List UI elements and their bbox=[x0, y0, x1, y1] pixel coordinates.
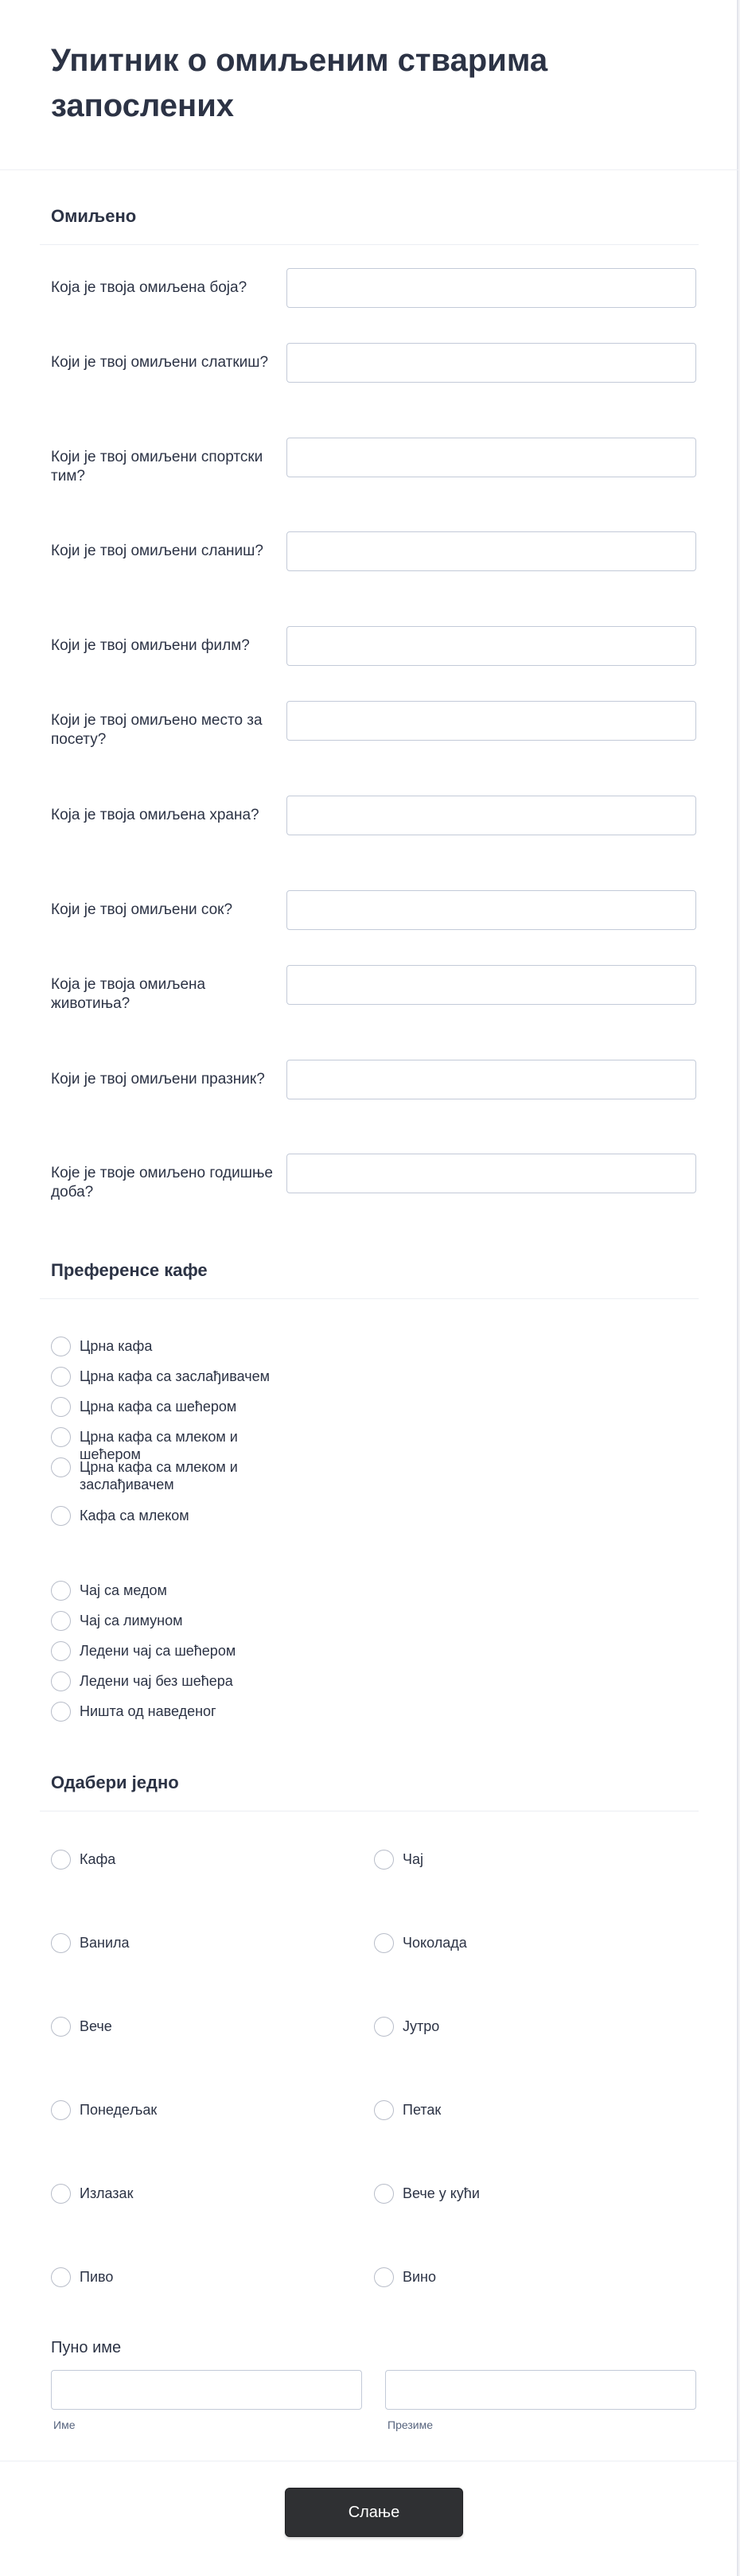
coffee-option[interactable] bbox=[51, 1507, 189, 1526]
question-label: Који је твој омиљени сланиш? bbox=[51, 543, 263, 559]
favorite-food-input[interactable] bbox=[286, 796, 696, 835]
coffee-heading: Преференсе кафе bbox=[51, 1260, 208, 1280]
option-label: Ледени чај без шећера bbox=[80, 1673, 233, 1689]
option-label: Чај са лимуном bbox=[80, 1613, 183, 1628]
coffee-option[interactable] bbox=[51, 1702, 216, 1722]
option-label: Ништа од наведеног bbox=[80, 1703, 216, 1719]
full-name-label: Пуно име bbox=[51, 2339, 122, 2356]
option-label: Ванила bbox=[80, 1935, 130, 1951]
radio-circle[interactable] bbox=[51, 1641, 71, 1661]
favorite-sports-team-input[interactable] bbox=[286, 438, 696, 477]
option-label: Црна кафа са млеком и шећером bbox=[80, 1429, 238, 1462]
question-label: Који је твој омиљени сок? bbox=[51, 901, 233, 918]
option-label: Црна кафа са заслађивачем bbox=[80, 1368, 270, 1384]
choose-one-heading: Одабери једно bbox=[51, 1772, 179, 1792]
radio-circle[interactable] bbox=[374, 2267, 394, 2287]
option-label: Ледени чај са шећером bbox=[80, 1643, 236, 1659]
radio-circle[interactable] bbox=[51, 1611, 71, 1631]
favorite-juice-input[interactable] bbox=[286, 890, 696, 930]
radio-circle[interactable] bbox=[51, 1933, 71, 1953]
radio-circle[interactable] bbox=[51, 1581, 71, 1601]
option-label: Црна кафа са млеком и заслађивачем bbox=[80, 1459, 238, 1492]
favorites-heading: Омиљено bbox=[51, 206, 137, 226]
choose-option[interactable] bbox=[374, 1934, 467, 1953]
question-label: Која је твоја омиљена храна? bbox=[51, 807, 259, 823]
coffee-option[interactable] bbox=[51, 1368, 270, 1387]
radio-circle[interactable] bbox=[51, 1702, 71, 1722]
option-label: Кафа са млеком bbox=[80, 1508, 189, 1523]
question-label: Који је твој омиљени празник? bbox=[51, 1071, 265, 1088]
radio-circle[interactable] bbox=[374, 1850, 394, 1870]
radio-circle[interactable] bbox=[51, 1850, 71, 1870]
choose-option[interactable] bbox=[374, 1850, 423, 1870]
coffee-option[interactable] bbox=[51, 1582, 167, 1601]
option-label: Вино bbox=[403, 2269, 437, 2285]
option-label: Вече bbox=[80, 2018, 112, 2034]
coffee-option[interactable] bbox=[51, 1398, 236, 1417]
option-label: Понедељак bbox=[80, 2102, 158, 2118]
favorite-place-input[interactable] bbox=[286, 701, 696, 741]
radio-circle[interactable] bbox=[51, 2267, 71, 2287]
option-label: Петак bbox=[403, 2102, 442, 2118]
choose-option[interactable] bbox=[374, 2185, 480, 2204]
radio-circle[interactable] bbox=[51, 1337, 71, 1356]
option-label: Чај bbox=[403, 1851, 424, 1867]
coffee-divider bbox=[40, 1298, 699, 1299]
favorite-season-input[interactable] bbox=[286, 1154, 696, 1193]
radio-circle[interactable] bbox=[51, 2184, 71, 2204]
first-name-sublabel: Име bbox=[53, 2418, 76, 2431]
coffee-option[interactable] bbox=[51, 1612, 182, 1631]
radio-circle[interactable] bbox=[51, 1457, 71, 1477]
radio-circle[interactable] bbox=[51, 1367, 71, 1387]
favorite-movie-input[interactable] bbox=[286, 626, 696, 666]
question-label: Које је твоје омиљено годишње доба? bbox=[51, 1165, 273, 1200]
radio-circle[interactable] bbox=[51, 1427, 71, 1447]
last-name-sublabel: Презиме bbox=[388, 2418, 433, 2431]
coffee-option[interactable] bbox=[51, 1672, 233, 1691]
favorite-sweet-input[interactable] bbox=[286, 343, 696, 383]
choose-option[interactable] bbox=[51, 1934, 130, 1953]
favorite-snack-input[interactable] bbox=[286, 531, 696, 571]
favorite-color-input[interactable] bbox=[286, 268, 696, 308]
last-name-input[interactable] bbox=[385, 2370, 696, 2410]
favorite-animal-input[interactable] bbox=[286, 965, 696, 1005]
question-label: Који је твој омиљено место за посету? bbox=[51, 712, 263, 748]
choose-option[interactable] bbox=[51, 1850, 115, 1870]
radio-circle[interactable] bbox=[374, 2184, 394, 2204]
option-label: Кафа bbox=[80, 1851, 116, 1867]
coffee-option[interactable] bbox=[51, 1642, 236, 1661]
option-label: Црна кафа са шећером bbox=[80, 1399, 237, 1414]
first-name-input[interactable] bbox=[51, 2370, 362, 2410]
option-label: Чај са медом bbox=[80, 1582, 167, 1598]
coffee-option[interactable] bbox=[51, 1337, 152, 1356]
option-label: Црна кафа bbox=[80, 1338, 153, 1354]
coffee-option[interactable] bbox=[51, 1458, 259, 1493]
option-label: Јутро bbox=[403, 2018, 440, 2034]
question-label: Који је твој омиљени филм? bbox=[51, 637, 250, 654]
radio-circle[interactable] bbox=[374, 2100, 394, 2120]
choose-option[interactable] bbox=[51, 2185, 133, 2204]
question-label: Који је твој омиљени слаткиш? bbox=[51, 354, 269, 371]
question-label: Који је твој омиљени спортски тим? bbox=[51, 449, 263, 484]
choose-option[interactable] bbox=[374, 2018, 439, 2037]
choose-option[interactable] bbox=[51, 2268, 113, 2287]
option-label: Пиво bbox=[80, 2269, 114, 2285]
submit-button[interactable]: Слање bbox=[285, 2488, 463, 2537]
page-title: Упитник о омиљеним стварима запослених bbox=[51, 43, 548, 123]
radio-circle[interactable] bbox=[51, 1671, 71, 1691]
radio-circle[interactable] bbox=[374, 2017, 394, 2037]
radio-circle[interactable] bbox=[51, 2017, 71, 2037]
option-label: Чоколада bbox=[403, 1935, 467, 1951]
choose-option[interactable] bbox=[51, 2018, 112, 2037]
radio-circle[interactable] bbox=[51, 1506, 71, 1526]
favorite-holiday-input[interactable] bbox=[286, 1060, 696, 1099]
question-label: Која је твоја омиљена животиња? bbox=[51, 976, 206, 1012]
radio-circle[interactable] bbox=[51, 2100, 71, 2120]
choose-option[interactable] bbox=[51, 2101, 157, 2120]
choose-option[interactable] bbox=[374, 2101, 441, 2120]
radio-circle[interactable] bbox=[374, 1933, 394, 1953]
favorites-divider bbox=[40, 244, 699, 245]
question-label: Која је твоја омиљена боја? bbox=[51, 279, 247, 296]
option-label: Излазак bbox=[80, 2185, 134, 2201]
radio-circle[interactable] bbox=[51, 1397, 71, 1417]
option-label: Вече у кући bbox=[403, 2185, 480, 2201]
choose-option[interactable] bbox=[374, 2268, 436, 2287]
form-header bbox=[0, 0, 738, 170]
